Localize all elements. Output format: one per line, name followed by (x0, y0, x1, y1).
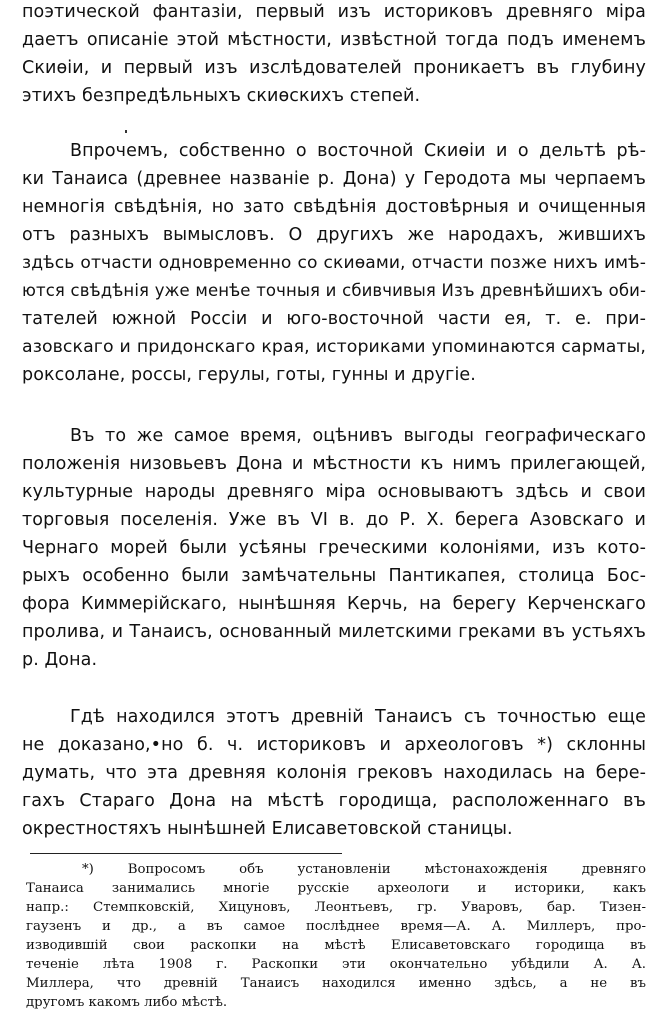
paragraph-4-line: гахъ Стараго Дона на мѣстѣ городища, расположеннаго въ (22, 791, 646, 811)
paragraph-2-line: роксолане, россы, герулы, готы, гунны и другіе. (22, 365, 476, 385)
print-speck (125, 130, 127, 133)
paragraph-2-line: Впрочемъ, собственно о восточной Скиѳіи и о дельтѣ рѣ- (70, 141, 646, 161)
footnote-line: изводившій свои раскопки на мѣстѣ Елисаветовскаго городища въ (26, 938, 646, 953)
paragraph-3-line: торговыя поселенія. Уже въ VI в. до Р. Х. берега Азовскаго и (22, 510, 646, 530)
footnote-line: Танаиса занимались многіе русскіе археологи и историки, какъ (26, 881, 646, 896)
footnote-line: гаузенъ и др., а въ самое послѣднее время—А. А. Миллеръ, про- (26, 919, 646, 934)
paragraph-2-line: немногія свѣдѣнія, но зато свѣдѣнія достовѣрныя и очищенныя (22, 197, 646, 217)
footnote-rule (30, 853, 342, 854)
paragraph-4-line: думать, что эта древняя колонія грековъ находилась на бере- (22, 763, 646, 783)
paragraph-2-line: здѣсь отчасти одновременно со скиѳами, отчасти позже нихъ имѣ- (22, 253, 646, 273)
paragraph-4-line: не доказано,•но б. ч. историковъ и археологовъ *) склонны (22, 735, 646, 755)
paragraph-3-line: культурные народы древняго міра основываютъ здѣсь и свои (22, 482, 646, 502)
paragraph-1-line: поэтической фантазіи, первый изъ историковъ древняго міра (22, 2, 646, 22)
paragraph-2-line: тателей южной Россіи и юго-восточной части ея, т. е. при- (22, 309, 646, 329)
paragraph-4-line: окрестностяхъ нынѣшней Елисаветовской станицы. (22, 819, 513, 839)
paragraph-3-line: рыхъ особенно были замѣчательны Пантикапея, столица Бос- (22, 566, 646, 586)
paragraph-1-line: Скиѳіи, и первый изъ изслѣдователей проникаетъ въ глубину (22, 58, 646, 78)
paragraph-2-line: ки Танаиса (древнее названіе р. Дона) у Геродота мы черпаемъ (22, 169, 646, 189)
paragraph-3-line: положенія низовьевъ Дона и мѣстности къ нимъ прилегающей, (22, 454, 646, 474)
footnote-line: *) Вопросомъ объ установленіи мѣстонахожденія древняго (82, 862, 646, 877)
footnote-line: напр.: Стемпковскій, Хицуновъ, Леонтьевъ, гр. Уваровъ, бар. Тизен- (26, 900, 646, 915)
footnote-line: теченіе лѣта 1908 г. Раскопки эти окончательно убѣдили А. А. (26, 957, 646, 972)
paragraph-1-line: даетъ описаніе этой мѣстности, извѣстной тогда подъ именемъ (22, 30, 646, 50)
paragraph-3-line: Въ то же самое время, оцѣнивъ выгоды географическаго (70, 426, 646, 446)
footnote-line: другомъ какомъ либо мѣстѣ. (26, 995, 228, 1010)
paragraph-1-line: этихъ безпредѣльныхъ скиѳскихъ степей. (22, 86, 421, 106)
paragraph-4-line: Гдѣ находился этотъ древній Танаисъ съ точностью еще (70, 707, 646, 727)
footnote-line: Миллера, что древній Танаисъ находился именно здѣсь, а не въ (26, 976, 646, 991)
paragraph-3-line: пролива, и Танаисъ, основанный милетскими греками въ устьяхъ (22, 622, 646, 642)
paragraph-2-line: отъ разныхъ вымысловъ. О другихъ же народахъ, жившихъ (22, 225, 646, 245)
paragraph-2-line: азовскаго и придонскаго края, историками упоминаются сарматы, (22, 337, 646, 357)
paragraph-3-line: Чернаго морей были усѣяны греческими колоніями, изъ кото- (22, 538, 646, 558)
paragraph-3-line: фора Киммерійскаго, нынѣшняя Керчь, на берегу Керченскаго (22, 594, 646, 614)
paragraph-2-line: ются свѣдѣнія уже менѣе точныя и сбивчивыя Изъ древнѣйшихъ оби- (22, 281, 646, 300)
paragraph-3-line: р. Дона. (22, 650, 98, 670)
